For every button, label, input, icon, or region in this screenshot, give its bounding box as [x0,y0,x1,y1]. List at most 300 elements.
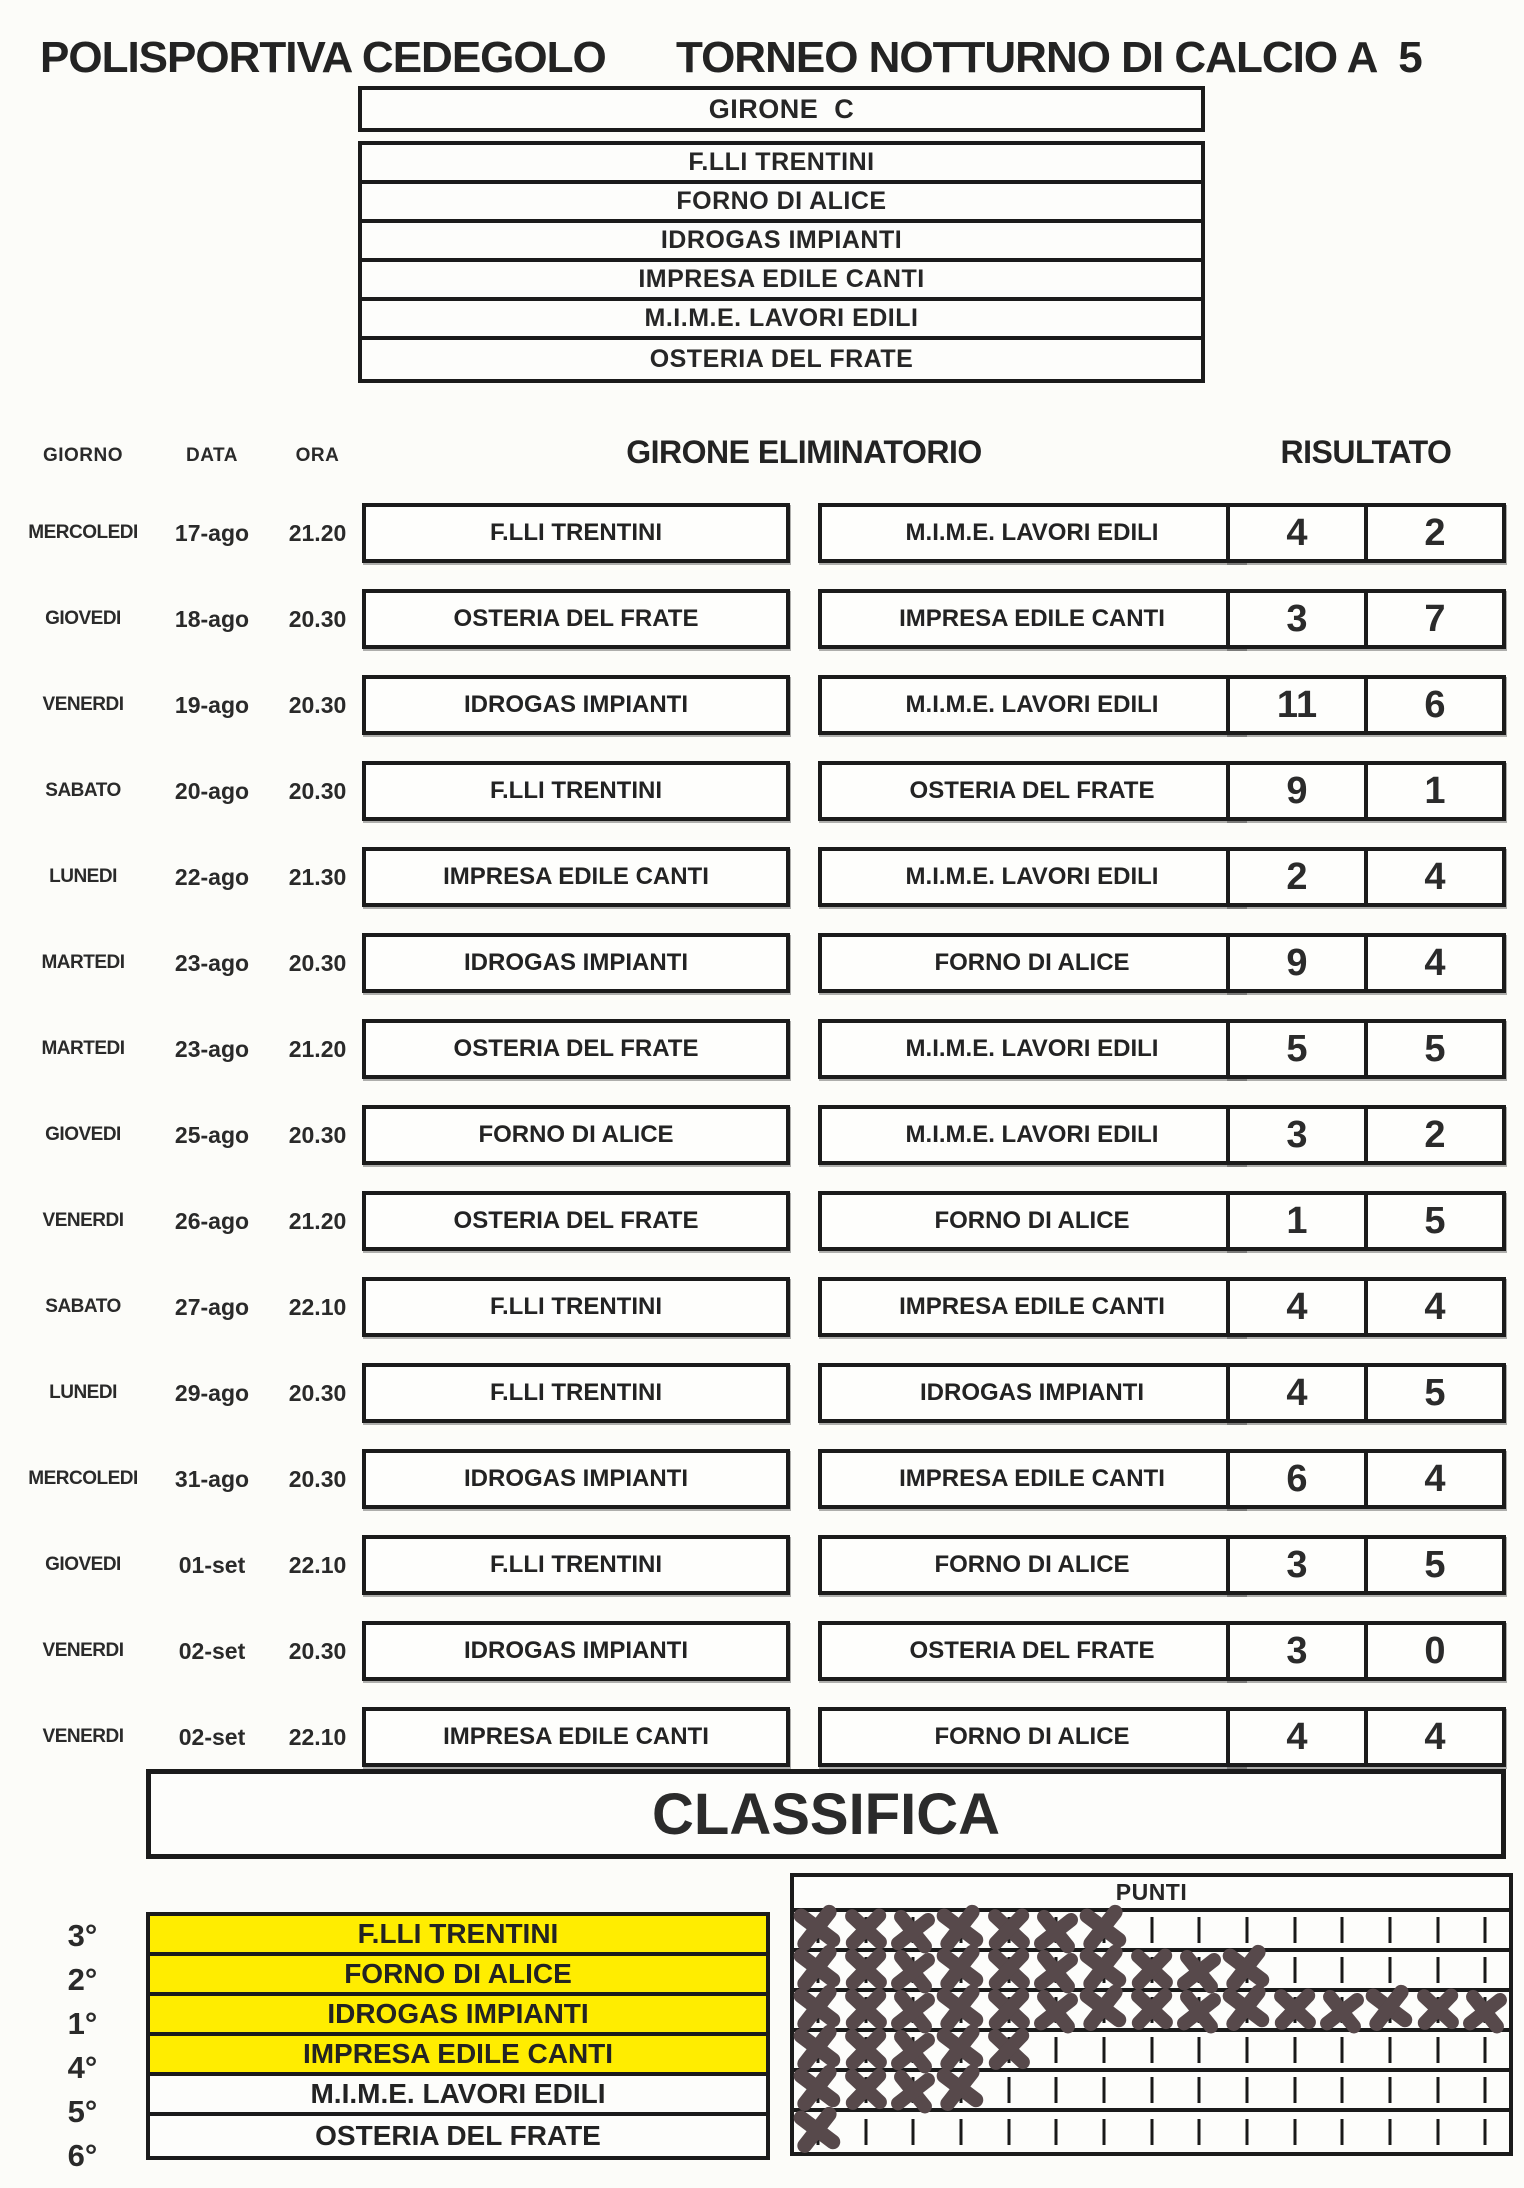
tally-tick-cell [1175,2032,1223,2068]
home-team-box [362,1363,790,1423]
result-box [1226,1191,1506,1251]
tally-tick-cell [1271,1912,1319,1948]
home-team-box [362,761,790,821]
tally-tick-cell [1366,1992,1414,2028]
org-title: POLISPORTIVA CEDEGOLO [40,33,606,82]
girone-team-name: IMPRESA EDILE CANTI [638,265,925,293]
tally-tick-cell [1271,2032,1319,2068]
away-team-name: M.I.M.E. LAVORI EDILI [905,519,1159,546]
result-box [1226,589,1506,649]
result-box [1226,1105,1506,1165]
tally-tick-cell [1318,2112,1366,2152]
match-day: GIOVEDI [45,608,121,629]
away-team-box [818,1105,1246,1165]
match-date: 02-set [178,1723,246,1750]
tally-tick-cell [937,2072,985,2108]
tally-tick-cell [1414,2032,1462,2068]
tick-mark [1341,2037,1344,2063]
result-box [1226,1535,1506,1595]
match-date: 25-ago [174,1121,250,1148]
tick-mark [1388,1917,1391,1943]
tally-tick-cell [1271,2112,1319,2152]
tally-tick-cell [937,1992,985,2028]
tally-tick-cell [1461,1912,1509,1948]
tally-tick-cell [1032,1952,1080,1988]
match-time: 20.30 [288,777,347,804]
home-score: 9 [1230,937,1368,989]
tally-tick-cell [842,2112,890,2152]
tally-tick-cell [794,2032,842,2068]
tally-tick-cell [1461,2032,1509,2068]
result-box [1226,1019,1506,1079]
x-mark [840,2028,892,2070]
away-team-name: FORNO DI ALICE [934,1551,1130,1578]
match-date: 31-ago [174,1465,250,1492]
column-header-giorno: GIORNO [42,445,124,466]
tally-tick-cell [1128,2112,1176,2152]
tally-tick-cell [794,2112,842,2152]
away-team-name: IMPRESA EDILE CANTI [899,1465,1165,1492]
tick-mark [1055,2037,1058,2063]
tick-mark [1388,2119,1391,2145]
match-time: 20.30 [288,1465,347,1492]
match-day: SABATO [45,780,121,801]
tick-mark [1341,1957,1344,1983]
tally-tick-cell [1032,2112,1080,2152]
position-label: 2° [67,1962,98,1997]
tick-mark [1484,2037,1487,2063]
tick-mark [1388,2037,1391,2063]
tally-tick-cell [1414,2072,1462,2108]
home-team-name: IMPRESA EDILE CANTI [443,1723,709,1750]
away-team-name: M.I.M.E. LAVORI EDILI [905,863,1159,890]
tally-tick-cell [1271,1952,1319,1988]
tally-tick-cell [1318,1992,1366,2028]
match-time: 21.20 [288,1035,347,1062]
result-box [1226,761,1506,821]
away-team-box [818,1535,1246,1595]
match-day: MARTEDI [41,952,125,973]
away-score: 5 [1424,1371,1446,1414]
girone-label: GIRONE C [708,93,855,124]
classifica-team-name: IDROGAS IMPIANTI [327,1998,589,2029]
x-mark [983,1908,1035,1950]
away-team-box [818,761,1246,821]
match-time: 22.10 [288,1293,347,1320]
match-row [0,1191,1524,1251]
home-team-name: IDROGAS IMPIANTI [463,1465,688,1492]
tally-tick-cell [1461,2112,1509,2152]
tournament-title: TORNEO NOTTURNO DI CALCIO A 5 [676,33,1422,82]
match-row [0,1621,1524,1681]
x-mark [1126,1988,1178,2030]
home-team-box [362,589,790,649]
home-team-box [362,1535,790,1595]
tally-tick-cell [1032,1992,1080,2028]
match-row [0,1707,1524,1767]
home-team-box [362,503,790,563]
tick-mark [1293,1917,1296,1943]
away-score: 5 [1424,1027,1446,1070]
tally-tick-cell [1128,1992,1176,2028]
away-score: 4 [1424,1715,1446,1758]
tick-mark [1293,2119,1296,2145]
girone-team-name: FORNO DI ALICE [676,187,887,215]
match-time: 21.20 [288,1207,347,1234]
tally-tick-cell [842,2072,890,2108]
home-team-name: F.LLI TRENTINI [490,519,662,546]
tally-tick-cell [1080,1992,1128,2028]
home-team-name: IDROGAS IMPIANTI [463,691,688,718]
home-team-name: F.LLI TRENTINI [490,1293,662,1320]
tick-mark [864,2119,867,2145]
tally-tick-cell [1032,2072,1080,2108]
tick-mark [912,2119,915,2145]
away-team-name: M.I.M.E. LAVORI EDILI [905,1035,1159,1062]
home-team-box [362,933,790,993]
result-box [1226,503,1506,563]
tick-mark [1293,1957,1296,1983]
home-team-box [362,1621,790,1681]
tick-mark [1293,2037,1296,2063]
tally-tick-cell [842,1992,890,2028]
match-time: 22.10 [288,1551,347,1578]
match-row [0,1535,1524,1595]
match-row [0,1277,1524,1337]
classifica-team-row [150,1996,766,2036]
column-header-girone-eliminatorio: GIRONE ELIMINATORIO [626,433,982,470]
girone-team-name: M.I.M.E. LAVORI EDILI [644,304,919,332]
result-box [1226,1707,1506,1767]
home-score: 1 [1230,1195,1368,1247]
tick-mark [1484,2077,1487,2103]
tally-tick-cell [889,1992,937,2028]
punti-table [790,1873,1513,2156]
tally-tick-cell [985,1952,1033,1988]
tally-tick-cell [1414,1952,1462,1988]
match-row [0,761,1524,821]
x-mark [983,1988,1035,2030]
position-label: 5° [67,2094,98,2129]
away-score: 0 [1424,1629,1446,1672]
tally-tick-cell [1461,1952,1509,1988]
match-row [0,933,1524,993]
match-date: 26-ago [174,1207,250,1234]
tally-row [794,1912,1509,1952]
home-team-box [362,1105,790,1165]
punti-header [794,1877,1509,1912]
girone-team-row [362,340,1201,379]
match-day: MERCOLEDI [28,1468,138,1489]
away-score: 6 [1424,683,1446,726]
tick-mark [1007,2077,1010,2103]
classifica-team-row [150,1956,766,1996]
tally-tick-cell [937,2032,985,2068]
girone-team-name: F.LLI TRENTINI [688,148,875,176]
tally-tick-cell [985,2032,1033,2068]
home-team-name: IDROGAS IMPIANTI [463,949,688,976]
away-score: 4 [1424,1457,1446,1500]
away-team-box [818,1363,1246,1423]
match-date: 19-ago [174,691,250,718]
match-time: 20.30 [288,949,347,976]
classifica-team-list [146,1912,770,2160]
match-date: 22-ago [174,863,250,890]
match-time: 21.20 [288,519,347,546]
match-day: MERCOLEDI [28,522,138,543]
home-team-box [362,1191,790,1251]
tally-tick-cell [794,2072,842,2108]
away-score: 2 [1424,1113,1446,1156]
tally-tick-cell [889,2032,937,2068]
match-row [0,675,1524,735]
match-date: 23-ago [174,949,250,976]
tally-tick-cell [1175,2072,1223,2108]
tally-tick-cell [1128,2072,1176,2108]
away-team-name: FORNO DI ALICE [934,1207,1130,1234]
classifica-title: CLASSIFICA [652,1781,1000,1847]
away-team-box [818,1449,1246,1509]
tally-tick-cell [842,1912,890,1948]
match-time: 20.30 [288,691,347,718]
tally-tick-cell [1366,2112,1414,2152]
x-mark [983,1948,1035,1990]
tally-tick-cell [1414,2112,1462,2152]
classifica-team-name: M.I.M.E. LAVORI EDILI [310,2078,606,2109]
match-day: MARTEDI [41,1038,125,1059]
position-label: 1° [67,2006,98,2041]
tick-mark [1436,2119,1439,2145]
away-team-box [818,589,1246,649]
classifica-team-name: OSTERIA DEL FRATE [315,2120,601,2151]
tally-tick-cell [1318,1952,1366,1988]
tally-tick-cell [1175,2112,1223,2152]
away-team-name: M.I.M.E. LAVORI EDILI [905,691,1159,718]
x-mark [840,1948,892,1990]
tick-mark [1341,1917,1344,1943]
tick-mark [1055,2077,1058,2103]
match-time: 21.30 [288,863,347,890]
match-date: 01-set [178,1551,246,1578]
tick-mark [1150,2037,1153,2063]
match-row [0,1105,1524,1165]
away-team-name: IMPRESA EDILE CANTI [899,605,1165,632]
tally-tick-cell [1080,2032,1128,2068]
tick-mark [1388,1957,1391,1983]
tally-row [794,2032,1509,2072]
tick-mark [1245,1917,1248,1943]
match-row [0,1363,1524,1423]
away-score: 4 [1424,855,1446,898]
home-team-box [362,1449,790,1509]
tick-mark [1484,1957,1487,1983]
tally-tick-cell [1128,2032,1176,2068]
classifica-team-row [150,2116,766,2156]
tally-tick-cell [794,1952,842,1988]
girone-team-row [362,262,1201,301]
result-box [1226,1277,1506,1337]
tally-tick-cell [1223,1912,1271,1948]
position-label: 3° [67,1918,98,1953]
home-team-name: F.LLI TRENTINI [490,1379,662,1406]
home-team-box [362,1707,790,1767]
tally-tick-cell [842,1952,890,1988]
punti-label: PUNTI [1115,1879,1188,1905]
away-score: 2 [1424,511,1446,554]
tally-tick-cell [794,1912,842,1948]
tick-mark [1388,2077,1391,2103]
tick-mark [1341,2119,1344,2145]
match-day: VENERDI [42,1210,124,1231]
match-date: 20-ago [174,777,250,804]
home-team-box [362,1277,790,1337]
match-date: 02-set [178,1637,246,1664]
home-team-box [362,675,790,735]
tick-mark [1007,2119,1010,2145]
column-header-ora: ORA [295,445,340,466]
away-team-name: IDROGAS IMPIANTI [919,1379,1144,1406]
away-team-name: M.I.M.E. LAVORI EDILI [905,1121,1159,1148]
classifica-team-row [150,2076,766,2116]
tick-mark [1245,2037,1248,2063]
tick-mark [1341,2077,1344,2103]
tally-tick-cell [1080,2072,1128,2108]
tally-tick-cell [1032,2032,1080,2068]
result-box [1226,1621,1506,1681]
tally-tick-cell [1318,2072,1366,2108]
tally-tick-cell [985,2112,1033,2152]
tally-tick-cell [1223,1952,1271,1988]
away-team-box [818,1707,1246,1767]
home-score: 9 [1230,765,1368,817]
result-box [1226,847,1506,907]
x-mark [840,1988,892,2030]
match-day: VENERDI [42,1726,124,1747]
tick-mark [1436,2037,1439,2063]
home-score: 2 [1230,851,1368,903]
tally-tick-cell [1128,1912,1176,1948]
tick-mark [1198,2119,1201,2145]
away-score: 5 [1424,1199,1446,1242]
tick-mark [1055,2119,1058,2145]
home-team-name: OSTERIA DEL FRATE [453,1035,699,1062]
tally-tick-cell [1080,1952,1128,1988]
tally-tick-cell [937,1952,985,1988]
result-box [1226,1449,1506,1509]
match-list [0,503,1524,1793]
tally-tick-cell [889,2112,937,2152]
tally-tick-cell [1271,2072,1319,2108]
tally-row [794,2112,1509,2152]
away-team-name: FORNO DI ALICE [934,949,1130,976]
column-header-risultato: RISULTATO [1280,433,1452,470]
away-score: 4 [1424,1285,1446,1328]
tally-row [794,1992,1509,2032]
girone-team-row [362,301,1201,340]
home-team-box [362,1019,790,1079]
x-mark [787,2105,846,2155]
tally-tick-cell [1080,2112,1128,2152]
tally-tick-cell [985,1912,1033,1948]
home-score: 4 [1230,1711,1368,1763]
tick-mark [1245,2077,1248,2103]
tally-tick-cell [985,1992,1033,2028]
home-score: 4 [1230,507,1368,559]
x-mark [1216,1983,1275,2033]
match-time: 22.10 [288,1723,347,1750]
away-score: 7 [1424,597,1446,640]
tick-mark [1245,2119,1248,2145]
tick-mark [1198,1917,1201,1943]
tally-tick-cell [1175,1952,1223,1988]
home-score: 4 [1230,1367,1368,1419]
match-date: 17-ago [174,519,250,546]
tally-tick-cell [1223,1992,1271,2028]
away-team-name: FORNO DI ALICE [934,1723,1130,1750]
away-team-box [818,1019,1246,1079]
x-mark [1269,1988,1321,2030]
home-team-name: F.LLI TRENTINI [490,777,662,804]
match-day: VENERDI [42,1640,124,1661]
tally-tick-cell [1366,1952,1414,1988]
home-team-box [362,847,790,907]
tally-tick-cell [1461,1992,1509,2028]
away-team-box [818,933,1246,993]
tally-tick-cell [1366,2032,1414,2068]
match-day: SABATO [45,1296,121,1317]
home-score: 4 [1230,1281,1368,1333]
home-score: 3 [1230,1109,1368,1161]
tally-tick-cell [1366,2072,1414,2108]
classifica-team-row [150,2036,766,2076]
girone-team-name: OSTERIA DEL FRATE [649,345,914,373]
match-row [0,1019,1524,1079]
match-date: 18-ago [174,605,250,632]
away-team-box [818,847,1246,907]
tick-mark [1102,2077,1105,2103]
tick-mark [1436,2077,1439,2103]
home-score: 3 [1230,1625,1368,1677]
tally-tick-cell [1366,1912,1414,1948]
tick-mark [1102,2119,1105,2145]
tally-tick-cell [889,1952,937,1988]
result-box [1226,1363,1506,1423]
x-mark [1126,1948,1178,1990]
x-mark [1412,1988,1464,2030]
away-score: 4 [1424,941,1446,984]
position-label: 6° [67,2138,98,2173]
tally-tick-cell [1175,1912,1223,1948]
tick-mark [1198,2037,1201,2063]
tally-tick-cell [1175,1992,1223,2028]
away-team-box [818,1277,1246,1337]
match-day: GIOVEDI [45,1124,121,1145]
x-mark [1359,1983,1418,2033]
classifica-team-row [150,1916,766,1956]
x-mark [840,2068,892,2110]
home-score: 6 [1230,1453,1368,1505]
away-score: 1 [1424,769,1446,812]
girone-team-name: IDROGAS IMPIANTI [660,226,903,254]
tick-mark [1436,1917,1439,1943]
classifica-title-box [146,1769,1506,1859]
match-row [0,1449,1524,1509]
x-mark [983,2028,1035,2070]
tick-mark [1484,1917,1487,1943]
home-score: 11 [1230,679,1368,731]
away-team-box [818,1191,1246,1251]
tick-mark [1436,1957,1439,1983]
